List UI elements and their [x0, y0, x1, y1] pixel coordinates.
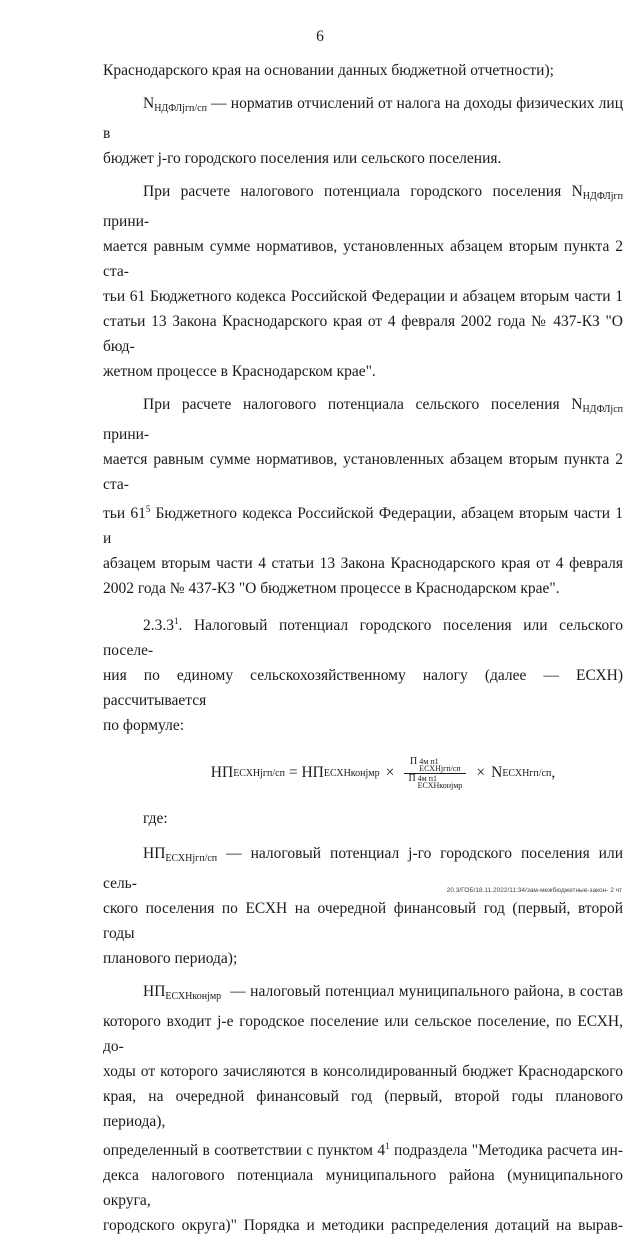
text-line: При расчете налогового потенциала сельского поселения	[143, 396, 572, 413]
line	[103, 979, 623, 1009]
text-line: — налоговый потенциал муниципального района, в состав	[221, 983, 623, 1000]
symbol-np: НП	[143, 983, 166, 1000]
text-line: Краснодарского края на основании данных бюджетной отчетности);	[103, 62, 554, 79]
symbol-subscript: НДФЛjгп/сп	[154, 103, 207, 114]
text-line: мается равным сумме нормативов, установленных абзацем вторым пункта 2 ста-	[103, 238, 623, 280]
pi-symbol: П	[408, 772, 416, 784]
text-line: абзацем вторым части 4 статьи 13 Закона Краснодарского края от 4 февраля	[103, 555, 623, 572]
text-line: Бюджетного кодекса Российской Федерации, абзацем вторым части 1 и	[103, 505, 623, 547]
symbol-subscript: ЕСХНконjмр	[165, 991, 222, 1002]
symbol-subscript: НДФЛjгп	[582, 191, 623, 202]
footer-file-stamp: 20.3/ГОБ/18.11.2022/11:34/зам-межбюджетные-закон- 2 чт	[446, 887, 622, 894]
formula-n-subscript: ЕСХНгп/сп	[502, 767, 552, 779]
symbol-n: N	[571, 183, 583, 200]
text-line: статьи 13 Закона Краснодарского края от 4 февраля 2002 года № 437-КЗ "О бюд-	[103, 313, 623, 355]
formula	[143, 752, 623, 794]
fraction-numerator	[410, 755, 461, 773]
definition-np-konmr	[103, 979, 623, 1238]
text-line: — норматив отчислений от налога на доходы физических лиц в	[103, 95, 623, 142]
denominator-top: 4м п1	[417, 773, 438, 783]
superscript: 5	[145, 504, 151, 514]
formula-np-subscript: ЕСХНконjмр	[323, 767, 380, 779]
denominator-bottom: ЕСХНконjмр	[417, 780, 463, 790]
paragraph-urban	[103, 179, 623, 384]
text-line: края, на очередной финансовый год (первый, второй годы планового периода),	[103, 1088, 623, 1130]
text-line: мается равным сумме нормативов, установленных абзацем вторым пункта 2 ста-	[103, 451, 623, 493]
document-body	[103, 58, 623, 1246]
line	[103, 609, 623, 663]
paragraph-rural	[103, 392, 623, 601]
numerator-top: 4м п1	[419, 756, 439, 766]
numerator-bottom: ЕСХНjгп/сп	[419, 763, 461, 773]
multiply-sign: ×	[385, 764, 395, 781]
text-line: жетном процессе в Краснодарском крае".	[103, 363, 376, 380]
text-line: бюджет j-го городского поселения или сельского поселения.	[103, 150, 502, 167]
formula-np: НП	[301, 764, 324, 781]
superscript: 1	[385, 1141, 390, 1151]
fraction-denominator	[408, 772, 463, 790]
paragraph-ndfl-norm	[103, 91, 623, 171]
line	[103, 1134, 623, 1163]
text-line: При расчете налогового потенциала городского поселения	[143, 183, 572, 200]
text-line: тьи 61 Бюджетного кодекса Российской Федерации и абзацем вторым части 1	[103, 288, 623, 305]
text-line: — налоговый потенциал j-го городского поселения или сель-	[103, 845, 623, 892]
text-line: определенный в соответствии с пунктом 4	[103, 1142, 386, 1159]
text-line: ходы от которого зачисляются в консолидированный бюджет Краснодарского	[103, 1063, 623, 1080]
symbol-n: N	[143, 95, 155, 112]
definition-np-jgp	[103, 841, 623, 971]
multiply-sign: ×	[476, 764, 486, 781]
text-line: планового периода);	[103, 950, 238, 967]
symbol-np: НП	[143, 845, 166, 862]
formula-lhs: НП	[210, 764, 234, 781]
symbol-n: N	[571, 396, 583, 413]
text-line: городского округа)" Порядка и методики распределения дотаций на вырав-	[103, 1217, 623, 1234]
text-line: ского поселения по ЕСХН на очередной финансовый год (первый, второй годы	[103, 900, 623, 942]
paragraph-2-3-3-1	[103, 609, 623, 738]
symbol-subscript: НДФЛjсп	[582, 404, 623, 415]
formula-n: N	[491, 764, 503, 781]
text-line: декса налогового потенциала муниципального района (муниципального округа,	[103, 1167, 623, 1209]
formula-equals: =	[284, 764, 302, 781]
formula-comma: ,	[551, 764, 556, 781]
text-line: 2002 года № 437-КЗ "О бюджетном процессе в Краснодарском крае".	[103, 580, 560, 597]
text-line: по формуле:	[103, 717, 185, 734]
line	[103, 179, 623, 234]
text-line: подраздела "Методика расчета ин-	[389, 1142, 623, 1159]
paragraph-1	[103, 58, 623, 83]
text-line: тьи 61	[103, 505, 146, 522]
text-line: ния по единому сельскохозяйственному налогу (далее — ЕСХН) рассчитывается	[103, 667, 623, 709]
line	[103, 392, 623, 447]
text-line: прини-	[103, 213, 150, 230]
formula-lhs-subscript: ЕСХНjгп/сп	[233, 767, 285, 779]
where-label: где:	[143, 810, 168, 827]
section-number: 2.3.3	[143, 617, 174, 634]
formula-fraction	[404, 755, 466, 790]
pi-symbol: П	[410, 755, 418, 767]
page-number: 6	[316, 28, 324, 45]
text-line: . Налоговый потенциал городского поселения или сельского поселе-	[103, 617, 623, 659]
line	[103, 497, 623, 551]
symbol-subscript: ЕСХНjгп/сп	[165, 853, 218, 864]
where-label-line	[103, 806, 623, 831]
superscript: 1	[174, 616, 179, 626]
text-line: прини-	[103, 426, 150, 443]
line	[103, 91, 623, 146]
text-line: которого входит j-е городское поселение или сельское поселение, по ЕСХН, до-	[103, 1013, 623, 1055]
